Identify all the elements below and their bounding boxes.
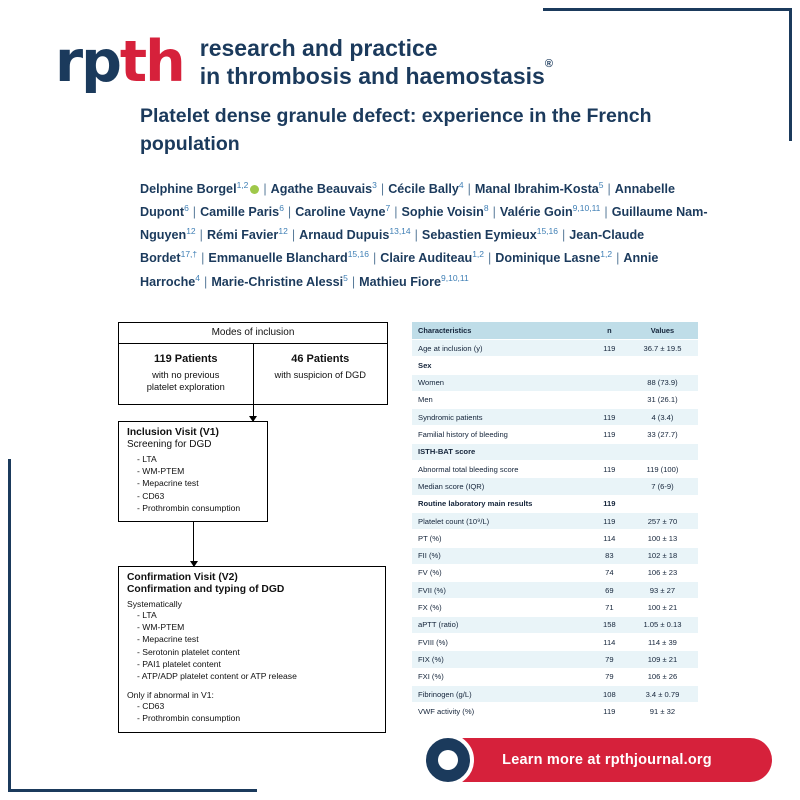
visit1-item: - WM-PTEM <box>137 466 185 477</box>
cell-characteristic: Routine laboratory main results <box>412 495 592 512</box>
author-separator: | <box>607 182 611 197</box>
group-right-desc-1: with suspicion of DGD <box>274 369 366 380</box>
visit1-item: - CD63 <box>137 490 165 501</box>
table-row <box>412 340 698 357</box>
tagline-line-2-wrap <box>199 57 553 90</box>
author-separator: | <box>201 251 205 266</box>
table-row <box>412 461 698 478</box>
author-affiliation-marker: 17,† <box>180 249 198 260</box>
journal-tagline <box>200 35 553 89</box>
author-separator: | <box>263 182 267 197</box>
journal-header <box>55 29 553 95</box>
visit2-conditional-item: - CD63 <box>137 701 165 712</box>
author-affiliation-marker: 1,2 <box>472 249 485 260</box>
visit2-item: - PAI1 platelet content <box>137 658 221 669</box>
table-row <box>412 668 698 685</box>
author-affiliation-marker: 4 <box>195 272 201 283</box>
author-affiliation-marker: 3 <box>372 180 377 190</box>
table-row <box>412 374 698 391</box>
cell-n: 83 <box>592 547 627 564</box>
cell-characteristic: FV (%) <box>412 564 592 581</box>
table-row <box>412 357 698 374</box>
table-row <box>412 391 698 408</box>
group-left-desc-2: platelet exploration <box>146 382 225 393</box>
visit2-item-list <box>127 609 377 682</box>
cell-value: 88 (73.9) <box>627 374 698 391</box>
author-separator: | <box>492 205 496 220</box>
cell-value: 1.05 ± 0.13 <box>627 616 698 633</box>
group-left-count: 119 Patients <box>153 353 218 365</box>
inclusion-groups <box>119 344 387 404</box>
author-affiliation-marker: 15,16 <box>536 226 558 237</box>
cell-characteristic: FXI (%) <box>412 668 592 685</box>
author-separator: | <box>287 205 292 220</box>
author-name: Valérie Goin$^{9,10,11}$ <box>499 203 601 220</box>
author-affiliation-marker: 12 <box>278 226 288 237</box>
author-separator: | <box>616 251 620 266</box>
inclusion-visit-box <box>118 421 268 522</box>
group-left-desc-1: with no previous <box>152 369 220 380</box>
cell-value: 33 (27.7) <box>627 426 698 443</box>
author-affiliation-marker: 15,16 <box>347 249 369 260</box>
author-separator: | <box>604 205 608 220</box>
author-name: Cécile Bally$^4$ <box>388 180 464 197</box>
author-list <box>140 178 720 293</box>
cell-n: 114 <box>592 634 627 651</box>
cell-n: 119 <box>592 495 627 512</box>
visit2-item: - Mepacrine test <box>137 634 199 645</box>
cell-characteristic: aPTT (ratio) <box>412 616 592 633</box>
author-name: Delphine Borgel$^{1,2}$ <box>140 182 259 196</box>
cell-characteristic: Age at inclusion (y) <box>412 340 592 357</box>
author-name: Guillaume Nam-Nguyen$^{12}$ <box>140 205 708 243</box>
table-row <box>412 599 698 616</box>
cell-n: 79 <box>592 651 627 668</box>
cell-characteristic: Abnormal total bleeding score <box>412 461 592 478</box>
group-right-count: 46 Patients <box>291 353 350 365</box>
author-name: Mathieu Fiore$^{9,10,11}$ <box>359 272 469 289</box>
author-separator: | <box>394 205 398 220</box>
visit1-subtitle: Screening for DGD <box>127 438 212 450</box>
author-name: Annie Harroche$^4$ <box>140 251 659 289</box>
characteristics-table-wrap <box>412 322 698 721</box>
visit2-item: - Serotonin platelet content <box>137 646 240 657</box>
cell-characteristic: FII (%) <box>412 547 592 564</box>
table-row <box>412 443 698 460</box>
author-affiliation-marker: 9,10,11 <box>441 272 469 283</box>
author-name: Rémi Favier$^{12}$ <box>206 226 288 243</box>
visit2-conditional-label: Only if abnormal in V1: <box>127 690 214 701</box>
flowchart-header: Modes of inclusion <box>119 323 387 344</box>
author-name: Annabelle Dupont$^6$ <box>140 182 675 220</box>
cell-value: 93 ± 27 <box>627 582 698 599</box>
table-row <box>412 512 698 529</box>
cell-value: 91 ± 32 <box>627 703 698 720</box>
table-row <box>412 582 698 599</box>
group-no-previous-exploration <box>119 344 254 404</box>
visit2-conditional-item: - Prothrombin consumption <box>137 713 241 724</box>
table-row <box>412 685 698 702</box>
cell-characteristic: FVIII (%) <box>412 634 592 651</box>
cell-value: 3.4 ± 0.79 <box>627 685 698 702</box>
author-affiliation-marker: 4 <box>458 180 464 190</box>
visit2-conditional-item-list <box>127 700 377 724</box>
cell-n: 114 <box>592 530 627 547</box>
author-affiliation-marker: 7 <box>385 203 391 214</box>
cell-value: 114 ± 39 <box>627 634 698 651</box>
cell-characteristic: FX (%) <box>412 599 592 616</box>
cell-value: 109 ± 21 <box>627 651 698 668</box>
author-name: Dominique Lasne$^{1,2}$ <box>495 249 613 266</box>
cell-n: 119 <box>592 512 627 529</box>
author-affiliation-marker: 1,2 <box>600 249 613 260</box>
cell-value: 36.7 ± 19.5 <box>627 340 698 357</box>
table-row <box>412 703 698 720</box>
cell-characteristic: Syndromic patients <box>412 409 592 426</box>
cell-value: 106 ± 26 <box>627 668 698 685</box>
arrow-to-visit1 <box>253 405 254 421</box>
logo-accent-text: th <box>119 29 184 95</box>
author-affiliation-marker: 9,10,11 <box>572 203 601 214</box>
cell-n: 69 <box>592 582 627 599</box>
arrow-to-visit2 <box>193 522 194 566</box>
cell-value: 4 (3.4) <box>627 409 698 426</box>
author-separator: | <box>204 274 208 289</box>
cell-characteristic: Fibrinogen (g/L) <box>412 685 592 702</box>
author-separator: | <box>372 251 377 266</box>
learn-more-button[interactable] <box>442 738 772 782</box>
cell-value: 7 (6-9) <box>627 478 698 495</box>
registered-mark: ® <box>544 57 553 70</box>
author-affiliation-marker: 8 <box>483 203 489 214</box>
visit2-systematic-label: Systematically <box>127 598 182 609</box>
inclusion-flowchart <box>118 322 388 733</box>
author-name: Sophie Voisin$^8$ <box>401 203 489 220</box>
characteristics-table <box>412 322 698 721</box>
cell-n: 79 <box>592 668 627 685</box>
cell-n: 71 <box>592 599 627 616</box>
cell-n <box>592 478 627 495</box>
cell-value: 106 ± 23 <box>627 564 698 581</box>
author-separator: | <box>380 182 385 197</box>
confirmation-visit-box <box>118 566 386 733</box>
author-affiliation-marker: 1,2 <box>236 180 249 190</box>
author-name: Jean-Claude Bordet$^{17,\dagger}$ <box>140 228 645 266</box>
cell-characteristic: FVII (%) <box>412 582 592 599</box>
author-name: Agathe Beauvais$^3$ <box>270 180 377 197</box>
cell-n: 119 <box>592 409 627 426</box>
author-name: Claire Auditeau$^{1,2}$ <box>380 249 485 266</box>
author-affiliation-marker: 12 <box>186 226 196 237</box>
visit1-item: - LTA <box>137 453 157 464</box>
cell-value: 102 ± 18 <box>627 547 698 564</box>
table-row <box>412 651 698 668</box>
cell-n: 119 <box>592 426 627 443</box>
visit1-item: - Mepacrine test <box>137 478 199 489</box>
cell-n: 119 <box>592 340 627 357</box>
cell-characteristic: Men <box>412 391 592 408</box>
table-row <box>412 564 698 581</box>
cell-characteristic: ISTH-BAT score <box>412 443 592 460</box>
cell-value: 100 ± 13 <box>627 530 698 547</box>
visit2-subtitle: Confirmation and typing of DGD <box>127 583 285 595</box>
modes-of-inclusion-box <box>118 322 388 405</box>
table-header <box>412 322 698 340</box>
table-row <box>412 426 698 443</box>
visit2-title: Confirmation Visit (V2) <box>127 571 238 583</box>
column-header-n: n <box>592 322 627 340</box>
cell-n: 119 <box>592 461 627 478</box>
cell-characteristic: FIX (%) <box>412 651 592 668</box>
cell-n: 74 <box>592 564 627 581</box>
table-row <box>412 478 698 495</box>
author-affiliation-marker: 5 <box>343 272 348 283</box>
cell-characteristic: Familial history of bleeding <box>412 426 592 443</box>
cell-value <box>627 495 698 512</box>
cell-characteristic: Sex <box>412 357 592 374</box>
rpth-logo <box>55 29 184 95</box>
cell-n <box>592 374 627 391</box>
article-title: Platelet dense granule defect: experience in the French population <box>140 105 652 155</box>
author-affiliation-marker: 5 <box>598 180 604 190</box>
author-separator: | <box>199 228 203 243</box>
author-separator: | <box>414 228 418 243</box>
table-row <box>412 547 698 564</box>
author-name: Emmanuelle Blanchard$^{15,16}$ <box>208 249 369 266</box>
cell-value: 31 (26.1) <box>627 391 698 408</box>
cta-label: Learn more at rpthjournal.org <box>502 752 712 768</box>
author-affiliation-marker: 13,14 <box>389 226 411 237</box>
cell-value: 100 ± 21 <box>627 599 698 616</box>
logo-main-text: rp <box>55 29 120 95</box>
author-separator: | <box>192 205 197 220</box>
tagline-line-2: in thrombosis and haemostasis <box>199 62 545 89</box>
author-name: Camille Paris$^6$ <box>200 203 284 220</box>
cell-n <box>592 357 627 374</box>
table-row <box>412 616 698 633</box>
author-separator: | <box>291 228 296 243</box>
table-row <box>412 530 698 547</box>
cell-characteristic: PT (%) <box>412 530 592 547</box>
cell-n <box>592 443 627 460</box>
cell-n: 119 <box>592 703 627 720</box>
cell-characteristic: Median score (IQR) <box>412 478 592 495</box>
cell-n: 158 <box>592 616 627 633</box>
column-header-characteristics: Characteristics <box>412 322 592 340</box>
cell-value: 257 ± 70 <box>627 512 698 529</box>
author-name: Sebastien Eymieux$^{15,16}$ <box>421 226 558 243</box>
cell-value <box>627 443 698 460</box>
author-separator: | <box>351 274 356 289</box>
author-name: Marie-Christine Alessi$^5$ <box>211 272 348 289</box>
tagline-line-1: research and practice <box>199 35 438 62</box>
author-separator: | <box>467 182 471 197</box>
cell-characteristic: Platelet count (10⁹/L) <box>412 512 592 529</box>
cell-value: 119 (100) <box>627 461 698 478</box>
cell-n: 108 <box>592 685 627 702</box>
column-header-values: Values <box>627 322 698 340</box>
visit2-item: - WM-PTEM <box>137 622 185 633</box>
author-separator: | <box>562 228 566 243</box>
visit1-title: Inclusion Visit (V1) <box>127 426 219 438</box>
author-name: Caroline Vayne$^7$ <box>295 203 391 220</box>
cell-value <box>627 357 698 374</box>
cell-n <box>592 391 627 408</box>
author-name: Manal Ibrahim-Kosta$^5$ <box>474 180 604 197</box>
visit2-item: - ATP/ADP platelet content or ATP release <box>137 670 297 681</box>
cell-characteristic: Women <box>412 374 592 391</box>
visit1-item-list <box>127 453 259 514</box>
author-affiliation-marker: 6 <box>279 203 284 214</box>
cta-ring-icon <box>422 734 474 786</box>
table-row <box>412 495 698 512</box>
table-row <box>412 409 698 426</box>
table-header-row <box>412 322 698 340</box>
author-separator: | <box>488 251 492 266</box>
table-row <box>412 634 698 651</box>
author-name: Arnaud Dupuis$^{13,14}$ <box>299 226 411 243</box>
author-affiliation-marker: 6 <box>184 203 189 214</box>
group-suspicion-of-dgd <box>254 344 388 404</box>
table-body <box>412 340 698 721</box>
visit2-item: - LTA <box>137 609 157 620</box>
cell-characteristic: VWF activity (%) <box>412 703 592 720</box>
visit1-item: - Prothrombin consumption <box>137 502 241 513</box>
